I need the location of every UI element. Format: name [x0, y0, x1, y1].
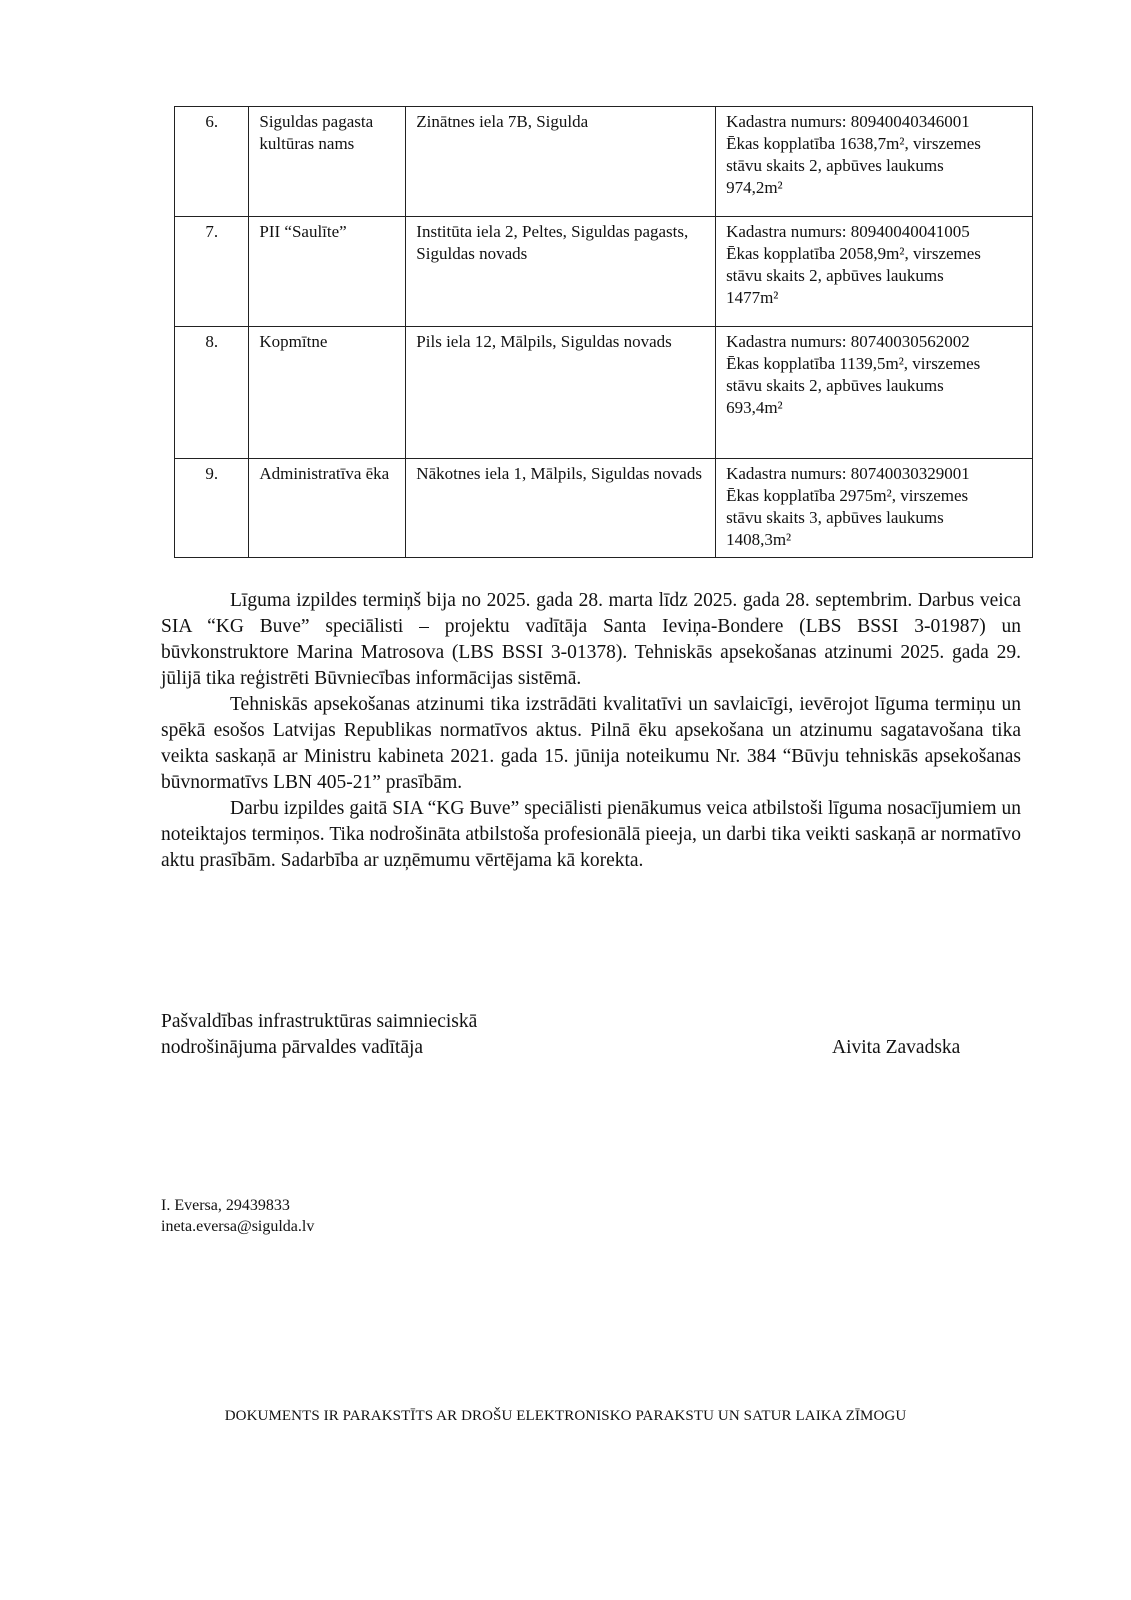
detail-line: stāvu skaits 2, apbūves laukums — [726, 266, 944, 285]
building-name: PII “Saulīte” — [249, 217, 406, 327]
building-name: Siguldas pagasta kultūras nams — [249, 107, 406, 217]
table-row — [175, 107, 1033, 217]
building-address: Pils iela 12, Mālpils, Siguldas novads — [406, 327, 716, 459]
detail-line: Ēkas kopplatība 1638,7m², virszemes — [726, 134, 981, 153]
detail-line: Ēkas kopplatība 1139,5m², virszemes — [726, 354, 981, 373]
detail-line: 974,2m² — [726, 178, 783, 197]
cadastre-number: Kadastra numurs: 80940040041005 — [726, 222, 970, 241]
building-details — [716, 459, 1033, 558]
row-number: 6. — [175, 107, 249, 217]
paragraph-quality: Tehniskās apsekošanas atzinumi tika izstrādāti kvalitatīvi un savlaicīgi, ievērojot līguma termiņu un spēkā esošos Latvijas Republikas normatīvos aktus. Pilnā ēku apsekošana un atzinumu sagatavošana tika veikta saskaņā ar Ministru kabineta 2021. gada 15. jūnija noteikumu Nr. 384 “Būvju tehniskās apsekošanas būvnormatīvs LBN 405-21” prasībām. — [161, 694, 1021, 793]
e-signature-notice: DOKUMENTS IR PARAKSTĪTS AR DROŠU ELEKTRONISKO PARAKSTU UN SATUR LAIKA ZĪMOGU — [224, 1408, 907, 1424]
contact-email: ineta.eversa@sigulda.lv — [161, 1218, 315, 1235]
paragraph-cooperation: Darbu izpildes gaitā SIA “KG Buve” speciālisti pienākumus veica atbilstoši līguma nosacījumiem un noteiktajos termiņos. Tika nodrošināta atbilstoša profesionālā pieeja, un darbi tika veikti saskaņā ar normatīvo aktu prasībām. Sadarbība ar uzņēmumu vērtējama kā korekta. — [161, 798, 1021, 871]
contact-block — [161, 1195, 314, 1237]
letter-body — [161, 588, 1021, 874]
table-row — [175, 217, 1033, 327]
detail-line: stāvu skaits 3, apbūves laukums — [726, 508, 944, 527]
contact-name-phone: I. Eversa, 29439833 — [161, 1197, 290, 1214]
signatory-position-line: Pašvaldības infrastruktūras saimnieciskā — [161, 1011, 478, 1032]
row-number: 7. — [175, 217, 249, 327]
paragraph-contract-term: Līguma izpildes termiņš bija no 2025. gada 28. marta līdz 2025. gada 28. septembrim. Darbus veica SIA “KG Buve” speciālisti – projektu vadītāja Santa Ieviņa-Bondere (LBS BSSI 3-01987) un būvkonstruktore Marina Matrosova (LBS BSSI 3-01378). Tehniskās apsekošanas atzinumi 2025. gada 29. jūlijā tika reģistrēti Būvniecības informācijas sistēmā. — [161, 590, 1021, 689]
detail-line: Ēkas kopplatība 2975m², virszemes — [726, 486, 969, 505]
detail-line: Ēkas kopplatība 2058,9m², virszemes — [726, 244, 981, 263]
cadastre-number: Kadastra numurs: 80940040346001 — [726, 112, 970, 131]
building-address: Zinātnes iela 7B, Sigulda — [406, 107, 716, 217]
building-name: Administratīva ēka — [249, 459, 406, 558]
building-name: Kopmītne — [249, 327, 406, 459]
table-row — [175, 459, 1033, 558]
detail-line: stāvu skaits 2, apbūves laukums — [726, 376, 944, 395]
signatory-name: Aivita Zavadska — [832, 1037, 961, 1058]
building-details — [716, 217, 1033, 327]
row-number: 9. — [175, 459, 249, 558]
detail-line: 693,4m² — [726, 398, 783, 417]
building-details — [716, 107, 1033, 217]
detail-line: 1477m² — [726, 288, 779, 307]
building-address: Institūta iela 2, Peltes, Siguldas pagasts, Siguldas novads — [406, 217, 716, 327]
detail-line: 1408,3m² — [726, 530, 792, 549]
building-details — [716, 327, 1033, 459]
buildings-table — [174, 106, 1033, 558]
detail-line: stāvu skaits 2, apbūves laukums — [726, 156, 944, 175]
row-number: 8. — [175, 327, 249, 459]
signatory-position — [161, 1009, 477, 1061]
table-row — [175, 327, 1033, 459]
signatory-position-line: nodrošinājuma pārvaldes vadītāja — [161, 1037, 424, 1058]
building-address: Nākotnes iela 1, Mālpils, Siguldas novads — [406, 459, 716, 558]
cadastre-number: Kadastra numurs: 80740030329001 — [726, 464, 970, 483]
cadastre-number: Kadastra numurs: 80740030562002 — [726, 332, 970, 351]
